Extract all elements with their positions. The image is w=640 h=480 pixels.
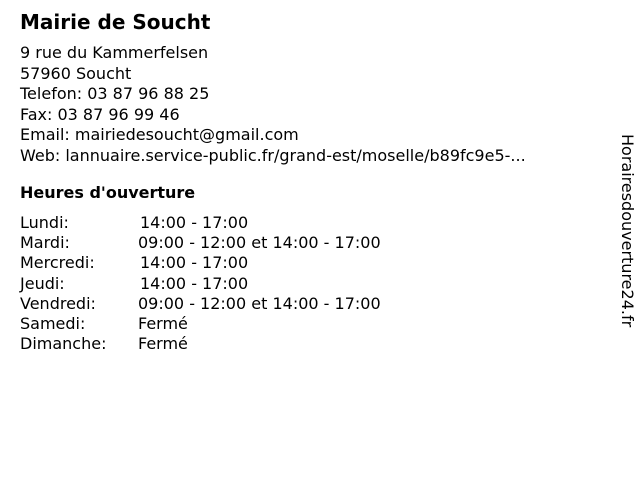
day-hours: Fermé (138, 313, 188, 333)
day-hours: 09:00 - 12:00 et 14:00 - 17:00 (138, 233, 381, 253)
day-label: Mercredi: (20, 253, 95, 273)
website-link: Web: lannuaire.service-public.fr/grand-est/moselle/b89fc9e5-... (20, 145, 526, 165)
opening-hours-heading: Heures d'ouverture (20, 183, 196, 202)
page-title: Mairie de Soucht (20, 10, 211, 34)
day-label: Jeudi: (20, 273, 65, 293)
address-city: 57960 Soucht (20, 63, 132, 83)
day-hours: 14:00 - 17:00 (140, 273, 249, 293)
day-label: Mardi: (20, 233, 70, 253)
address-street: 9 rue du Kammerfelsen (20, 43, 209, 62)
day-hours: 14:00 - 17:00 (140, 253, 249, 273)
watermark-text: Horairesdouverture24.fr (618, 134, 637, 328)
day-label: Samedi: (20, 313, 86, 333)
day-label: Vendredi: (20, 293, 96, 313)
site-watermark (620, 134, 640, 374)
contact-details (20, 43, 526, 166)
day-label: Dimanche: (20, 334, 107, 354)
email-address: Email: mairiedesoucht@gmail.com (20, 125, 299, 144)
fax-number: Fax: 03 87 96 99 46 (20, 104, 180, 124)
day-label: Lundi: (20, 213, 69, 232)
phone-number: Telefon: 03 87 96 88 25 (20, 84, 210, 103)
day-hours: 09:00 - 12:00 et 14:00 - 17:00 (138, 293, 381, 313)
day-hours: Fermé (138, 334, 188, 354)
day-hours: 14:00 - 17:00 (140, 213, 249, 232)
